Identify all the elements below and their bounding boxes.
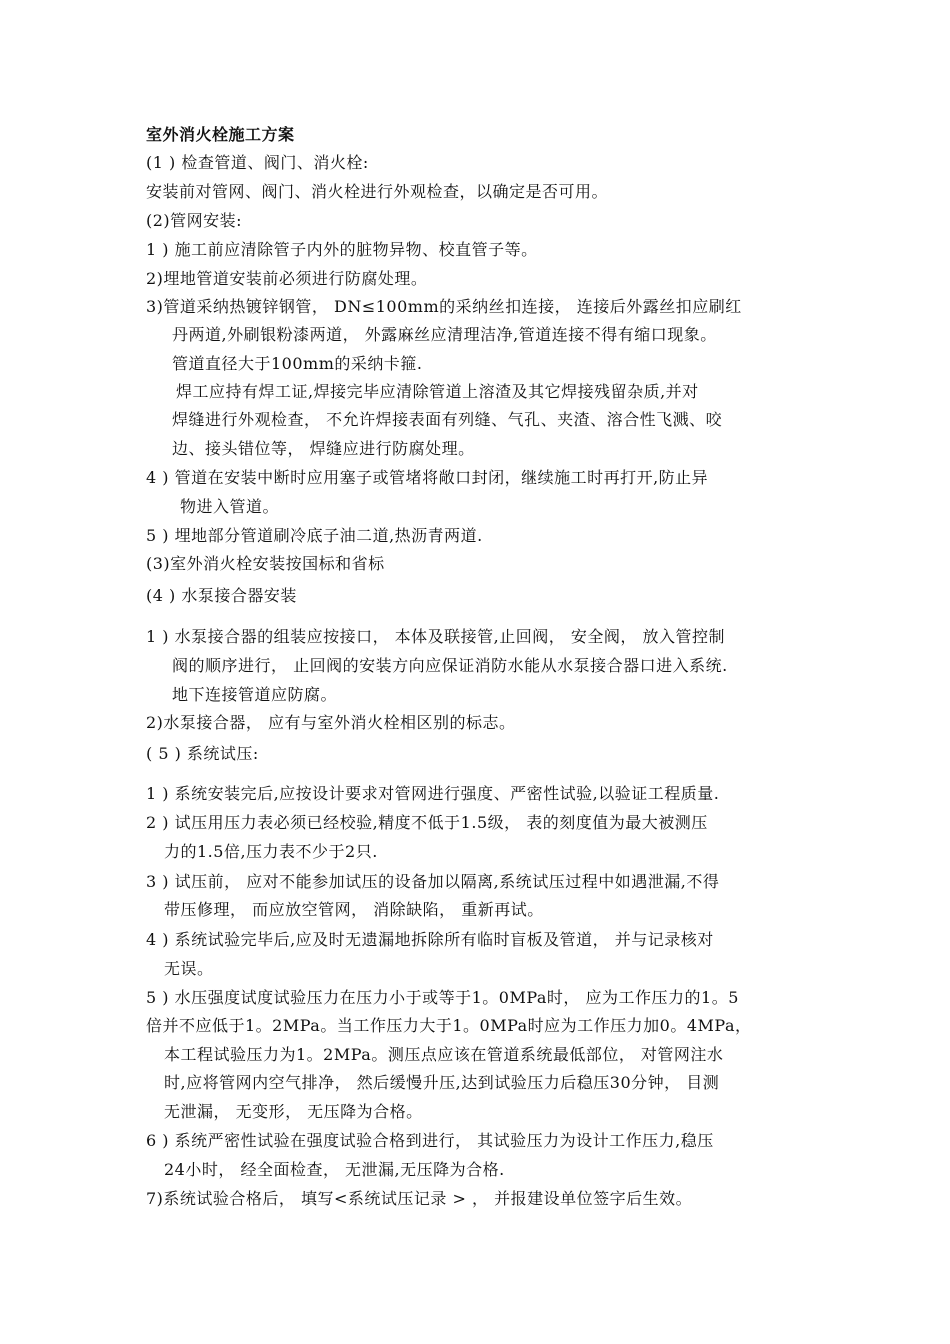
text-line: 1 ) 水泵接合器的组装应按接口， 本体及联接管,止回阀， 安全阀， 放入管控制 xyxy=(146,627,725,646)
text-line: 管道直径大于100mm的采纳卡箍. xyxy=(172,354,423,373)
text-line: 安装前对管网、阀门、消火栓进行外观检查，以确定是否可用。 xyxy=(146,182,609,201)
text-line: 无泄漏， 无变形， 无压降为合格。 xyxy=(164,1102,423,1121)
text-line: 2 ) 试压用压力表必须已经校验,精度不低于1.5级， 表的刻度值为最大被测压 xyxy=(146,813,708,832)
text-line: 3 ) 试压前， 应对不能参加试压的设备加以隔离,系统试压过程中如遇泄漏,不得 xyxy=(146,872,720,891)
text-line: 阀的顺序进行， 止回阀的安装方向应保证消防水能从水泵接合器口进入系统. xyxy=(172,656,728,675)
text-line: 5 ) 埋地部分管道刷冷底子油二道,热沥青两道. xyxy=(146,526,483,545)
text-line: (3)室外消火栓安装按国标和省标 xyxy=(146,554,385,573)
text-line: 2)埋地管道安装前必须进行防腐处理。 xyxy=(146,269,428,288)
text-line: 无误。 xyxy=(164,959,214,978)
text-line: 地下连接管道应防腐。 xyxy=(172,685,338,704)
text-line: 焊工应持有焊工证,焊接完毕应清除管道上溶渣及其它焊接残留杂质,并对 xyxy=(176,382,699,401)
text-line: 边、接头错位等， 焊缝应进行防腐处理。 xyxy=(172,439,475,458)
text-line: 4 ) 管道在安装中断时应用塞子或管堵将敞口封闭，继续施工时再打开,防止异 xyxy=(146,468,709,487)
text-line: 带压修理， 而应放空管网， 消除缺陷， 重新再试。 xyxy=(164,900,544,919)
text-line: 4 ) 系统试验完毕后,应及时无遗漏地拆除所有临时盲板及管道， 并与记录核对 xyxy=(146,930,714,949)
text-line: 6 ) 系统严密性试验在强度试验合格到进行， 其试验压力为设计工作压力,稳压 xyxy=(146,1131,714,1150)
text-line: 倍并不应低于1。2MPa。当工作压力大于1。0MPa时应为工作压力加0。4MPa， xyxy=(146,1016,752,1035)
text-line: 丹两道,外刷银粉漆两道， 外露麻丝应清理洁净,管道连接不得有缩口现象。 xyxy=(172,325,717,344)
text-line: 3)管道采纳热镀锌钢管， DN≤100mm的采纳丝扣连接， 连接后外露丝扣应刷红 xyxy=(146,297,742,316)
text-line: 24小时， 经全面检查， 无泄漏,无压降为合格. xyxy=(164,1160,505,1179)
text-line: (2)管网安装: xyxy=(146,211,243,230)
text-line: 5 ) 水压强度试度试验压力在压力小于或等于1。0MPa时， 应为工作压力的1。5 xyxy=(146,988,739,1007)
text-line: 物进入管道。 xyxy=(180,497,280,516)
text-line: (1 ) 检查管道、阀门、消火栓: xyxy=(146,153,369,172)
text-line: 本工程试验压力为1。2MPa。测压点应该在管道系统最低部位， 对管网注水 xyxy=(164,1045,724,1064)
text-line: 7)系统试验合格后， 填写<系统试压记录 > ， 并报建设单位签字后生效。 xyxy=(146,1189,693,1208)
text-line: 1 ) 系统安装完后,应按设计要求对管网进行强度、严密性试验,以验证工程质量. xyxy=(146,784,720,803)
text-line: 2)水泵接合器， 应有与室外消火栓相区别的标志。 xyxy=(146,713,516,732)
text-line: 力的1.5倍,压力表不少于2只. xyxy=(164,842,378,861)
text-line: (4 ) 水泵接合器安装 xyxy=(146,586,297,605)
text-line: 1 ) 施工前应清除管子内外的脏物异物、校直管子等。 xyxy=(146,240,538,259)
document-title: 室外消火栓施工方案 xyxy=(146,125,295,144)
text-line: ( 5 ) 系统试压: xyxy=(146,744,259,763)
text-line: 焊缝进行外观检查， 不允许焊接表面有列缝、气孔、夹渣、溶合性飞溅、咬 xyxy=(172,410,723,429)
text-line: 时,应将管网内空气排净， 然后缓慢升压,达到试验压力后稳压30分钟， 目测 xyxy=(164,1073,720,1092)
